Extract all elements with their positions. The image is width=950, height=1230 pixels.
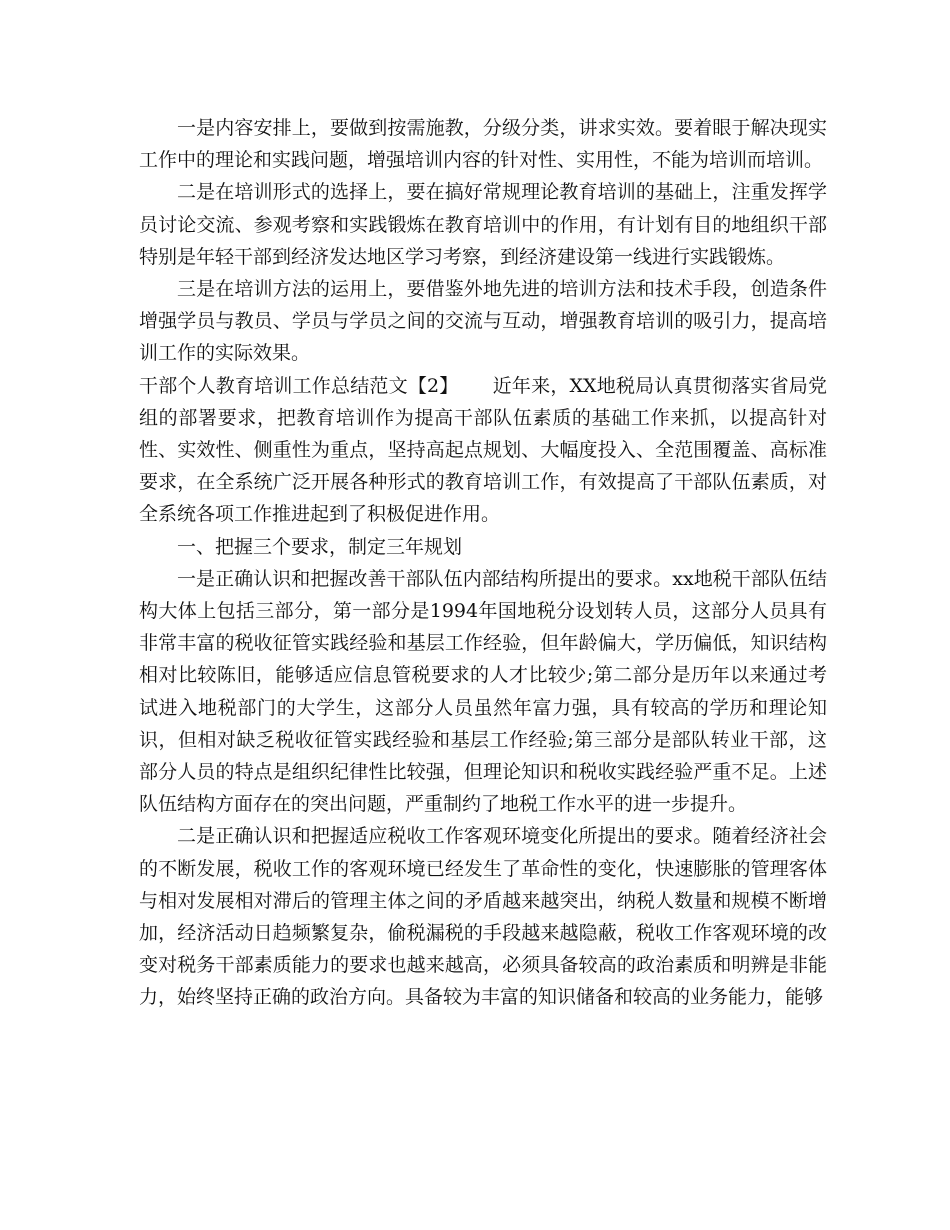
paragraph-training-format: 二是在培训形式的选择上，要在搞好常规理论教育培训的基础上，注重发挥学员讨论交流、参观考察和实践锻炼在教育培训中的作用，有计划有目的地组织干部特别是年轻干部到经济发达地区学习考察，到经济建设第一线进行实践锻炼。 [139, 181, 827, 268]
paragraph-content-arrangement: 一是内容安排上，要做到按需施教，分级分类，讲求实效。要着眼于解决现实工作中的理论和实践问题，增强培训内容的针对性、实用性，不能为培训而培训。 [139, 117, 827, 172]
paragraph-tax-environment: 二是正确认识和把握适应税收工作客观环境变化所提出的要求。随着经济社会的不断发展，税收工作的客观环境已经发生了革命性的变化，快速膨胀的管理客体与相对发展相对滞后的管理主体之间的矛盾越来越突出，纳税人数量和规模不断增加，经济活动日趋频繁复杂，偷税漏税的手段越来越隐蔽，税收工作客观环境的改变对税务干部素质能力的要求也越来越高，必须具备较高的政治素质和明辨是非能力，始终坚持正确的政治方向。具备较为丰富的知识储备和较高的业务能力，能够 [139, 825, 827, 1009]
paragraph-training-method: 三是在培训方法的运用上，要借鉴外地先进的培训方法和技术手段，创造条件增强学员与教员、学员与学员之间的交流与互动，增强教育培训的吸引力，提高培训工作的实际效果。 [139, 278, 827, 365]
subheading: 一、把握三个要求，制定三年规划 [177, 535, 463, 558]
document-page [139, 112, 827, 1014]
section-intro: 近年来，XX地税局认真贯彻落实省局党组的部署要求，把教育培训作为提高干部队伍素质的基础工作来抓，以提高针对性、实效性、侧重性为重点，坚持高起点规划、大幅度投入、全范围覆盖、高标准要求，在全系统广泛开展各种形式的教育培训工作，有效提高了干部队伍素质，对全系统各项工作推进起到了积极促进作用。 [139, 374, 827, 526]
paragraph-team-structure: 一是正确认识和把握改善干部队伍内部结构所提出的要求。xx地税干部队伍结构大体上包括三部分，第一部分是1994年国地税分设划转人员，这部分人员具有非常丰富的税收征管实践经验和基层工作经验，但年龄偏大，学历偏低，知识结构相对比较陈旧，能够适应信息管税要求的人才比较少;第二部分是历年以来通过考试进入地税部门的大学生，这部分人员虽然年富力强，具有较高的学历和理论知识，但相对缺乏税收征管实践经验和基层工作经验;第三部分是部队转业干部，这部分人员的特点是组织纪律性比较强，但理论知识和税收实践经验严重不足。上述队伍结构方面存在的突出问题，严重制约了地税工作水平的进一步提升。 [139, 567, 827, 816]
section-heading-paragraph [139, 370, 827, 531]
section-heading: 干部个人教育培训工作总结范文【2】 [139, 374, 459, 397]
